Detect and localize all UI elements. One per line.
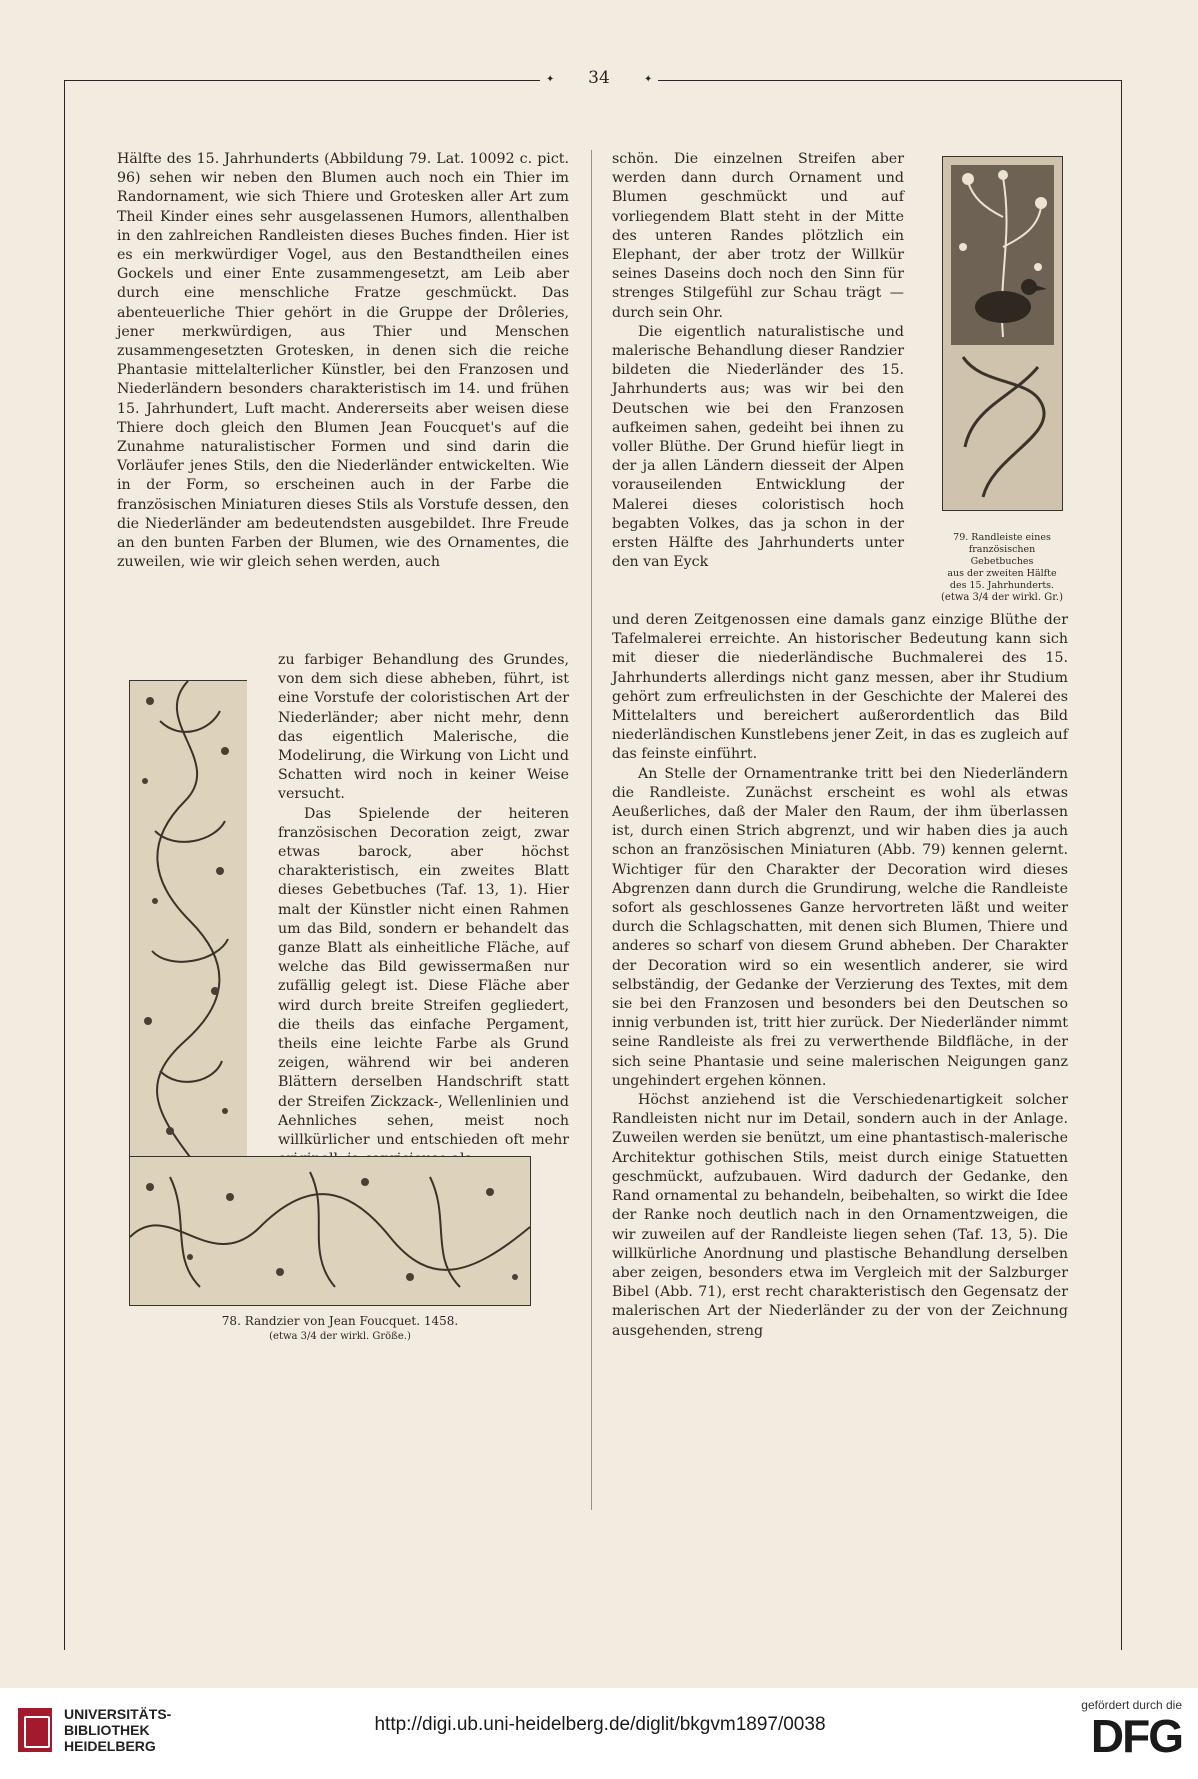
footer-bar [0,1688,1198,1779]
library-logo[interactable] [18,1706,171,1754]
dfg-logo[interactable]: DFG [1090,1710,1182,1762]
library-line: UNIVERSITÄTS- [64,1706,172,1722]
caption-line: 79. Randleiste eines [953,532,1051,543]
funding-note: gefördert durch die [1081,1698,1182,1712]
figure-78-caption [150,1314,530,1344]
caption-subtext: (etwa 3/4 der wirkl. Gr.) [941,592,1063,603]
figure-78-horizontal-border [129,1156,531,1306]
paragraph: Das Spielende der heiteren französischen Decoration zeigt, zwar etwas barock, aber höchst charakteristisch, ein zweites Blatt dieses Gebetbuches (Taf. 13, 1). Hier malt der Künstler nicht einen Rahmen um das Bild, sondern er behandelt das ganze Blatt als einheitliche Fläche, auf welche das Bild gewissermaßen nur zufällig gelegt ist. Diese Fläche aber wird durch breite Streifen gegliedert, die theils das einfache Pergament, theils eine leichte Farbe als Grund zeigen, während wir bei anderen Blättern derselben Handschrift statt der Streifen Zickzack-, Wellenlinien und Aehnliches sehen, meist noch willkürlicher und entschieden oft mehr [278,805,569,1149]
paragraph: zu farbiger Behandlung des Grundes, von dem sich diese abheben, führt, ist eine Vorstufe der coloristischen Art der Niederländer; aber nicht mehr, denn das eigentlich Malerische, die Modelirung, die Wirkung von Licht und Schatten wird noch in keiner Weise versucht. [278,652,569,803]
paragraph: Höchst anziehend ist die Verschiedenartigkeit solcher Randleisten nicht nur im Detail, sondern auch in der Anlage. Zuweilen werden sie benützt, um eine phantastisch-malerische Architektur gothischen Stils, meist durch einige Statuetten geschmückt, aufzubauen. Wird dadurch der Gedanke, den Rand ornamental zu behandeln, beibehalten, so wirkt die Idee der Ranke noch deutlich nach in den Ornamentzweigen, die wir zuweilen auf der Randleiste liegen sehen (Taf. 13, 5). Die willkürliche Anordnung und plastische Behandlung derselben aber zeigen, besonders etwa im Vergleich mit der Salzburger Bibel (Abb. 71), erst recht charakteristisch den Gegensatz der malerischen Art der Niederländer zu der von der Zeichnung ausgehenden, streng [612,1092,1068,1339]
paragraph: Die eigentlich naturalistische und malerische Behandlung dieser Randzier bildeten die Niederländer des 15. Jahrhunderts aus; was wir bei den Deutschen wie bei den Franzosen aufkeimen sahen, gedeiht bei ihnen zu voller Blüthe. Der Grund hiefür liegt in der ja allen Ländern diesseit der Alpen vorauseilenden Entwicklung der Malerei dieses coloristisch hoch begabten Volkes, das ja schon in der ersten Hälfte des Jahrhunderts unter den van Eyck [612,323,904,571]
right-column-upper [612,150,904,572]
page-number: 34 [588,68,610,88]
column-divider [591,150,592,1510]
right-column-lower [612,611,1068,1341]
paragraph: Hälfte des 15. Jahrhunderts (Abbildung 79. Lat. 10092 c. pict. 96) sehen wir neben den Blumen auch noch ein Thier im Randornament, wie sich Thiere und Grotesken aller Art zum Theil Kinder eines sehr ausgelassenen Humors, allenthalben in den zahlreichen Randleisten dieses Buches finden. Hier ist es ein merkwürdiger Vogel, aus den Bestandtheilen eines Gockels und einer Ente zusammengesetzt, am Leib aber durch eine menschliche Fratze geschmückt. Das abenteuerliche Thier gehört in die Gruppe der Drôleries, jener merkwürdigen, aus Thier und Menschen zusammengesetzten Grotesken, in denen sich die reiche Phantasie mittelalterlicher Künstler, bei den Franzosen und Niederländern besonders charakteristisch im 14. und frühen 15. Jahrhundert, Luft macht. Andererseits aber weisen diese Thiere doch gleich den Blumen Jean Foucquet's auf die Zunahme naturalistischer Formen und sind darin die Vorläufer jenes Stils, den die Niederländer entwickelten. Wie in der Form, so erscheinen auch in der Farbe die französischen Miniaturen dieses Stils als Vorstufe dessen, den die Niederländer am bedeutendsten ausgebildet. Ihre Freude an den bunten Farben der Blumen, wie des Ornamentes, die zuweilen, wie wir gleich sehen werden, auch [117,151,569,571]
figure-78-vertical-border [129,680,247,1157]
library-line: BIBLIOTHEK [64,1722,150,1738]
paragraph: und deren Zeitgenossen eine damals ganz einzige Blüthe der Tafelmalerei erreichte. An historischer Bedeutung kann sich mit dieser die niederländische Buchmalerei des 15. Jahrhunderts allerdings nicht ganz messen, aber ihr Studium gehört zum erfreulichsten in der Geschichte der Malerei des Mittelalters und bereichert außerordentlich das Bild niederländischen Kunstlebens jener Zeit, in das es zugleich auf das feinste einführt. [612,612,1068,763]
caption-subtext: (etwa 3/4 der wirkl. Größe.) [269,1331,411,1342]
caption-line: aus der zweiten Hälfte [947,568,1057,579]
funder-block [1081,1698,1182,1760]
caption-line: französischen Gebetbuches [968,544,1036,567]
paragraph: schön. Die einzelnen Streifen aber werden dann durch Ornament und Blumen geschmückt und auf vorliegendem Blatt steht in der Mitte des unteren Randes plötzlich ein Elephant, der aber trotz der Willkür seines Daseins doch noch den Sinn für strenges Stilgefühl zur Schau trägt — durch sein Ohr. [612,151,904,321]
left-ornament-icon: ✦ [546,74,555,85]
source-url-link[interactable]: http://digi.ub.uni-heidelberg.de/diglit/bkgvm1897/0038 [374,1714,826,1735]
paragraph: An Stelle der Ornamentranke tritt bei den Niederländern die Randleiste. Zunächst erscheint es wohl als etwas Aeußerliches, daß der Maler den Raum, der ihm überlassen ist, durch einen Strich abgrenzt, und wir haben dies ja auch schon an französischen Miniaturen (Abb. 79) kennen gelernt. Wichtiger für den Charakter der Decoration wird dieses Abgrenzen dann durch die Grundirung, welche die Randleiste sofort als geschlossenes Ganze hervortreten läßt und weiter durch die Schlagschatten, mit denen sich Blumen, Thiere und anderes so scharf von diesem Grund abheben. Der Charakter der Decoration wird so ein wesentlich anderer, sie wird selbständig, der Gedanke der Verzierung des Textes, mit dem sie bei den Franzosen und besonders bei den Deutschen so innig verbunden ist, tritt hier zurück. Der Niederländer nimmt seine Randleiste als frei zu verwerthende Bildfläche, in der sich seine Phantasie und seine malerischen Neigungen ganz ungehindert ergehen können. [612,765,1068,1089]
library-name [64,1706,171,1754]
right-ornament-icon: ✦ [644,74,653,85]
caption-text: 78. Randzier von Jean Foucquet. 1458. [221,1314,459,1328]
left-column-lower [278,651,569,1169]
caption-line: des 15. Jahrhunderts. [949,580,1055,591]
left-column-upper [117,150,569,572]
library-seal-icon [18,1708,52,1752]
library-line: HEIDELBERG [64,1738,156,1754]
figure-79-caption [940,532,1064,604]
figure-79-border [942,156,1063,511]
